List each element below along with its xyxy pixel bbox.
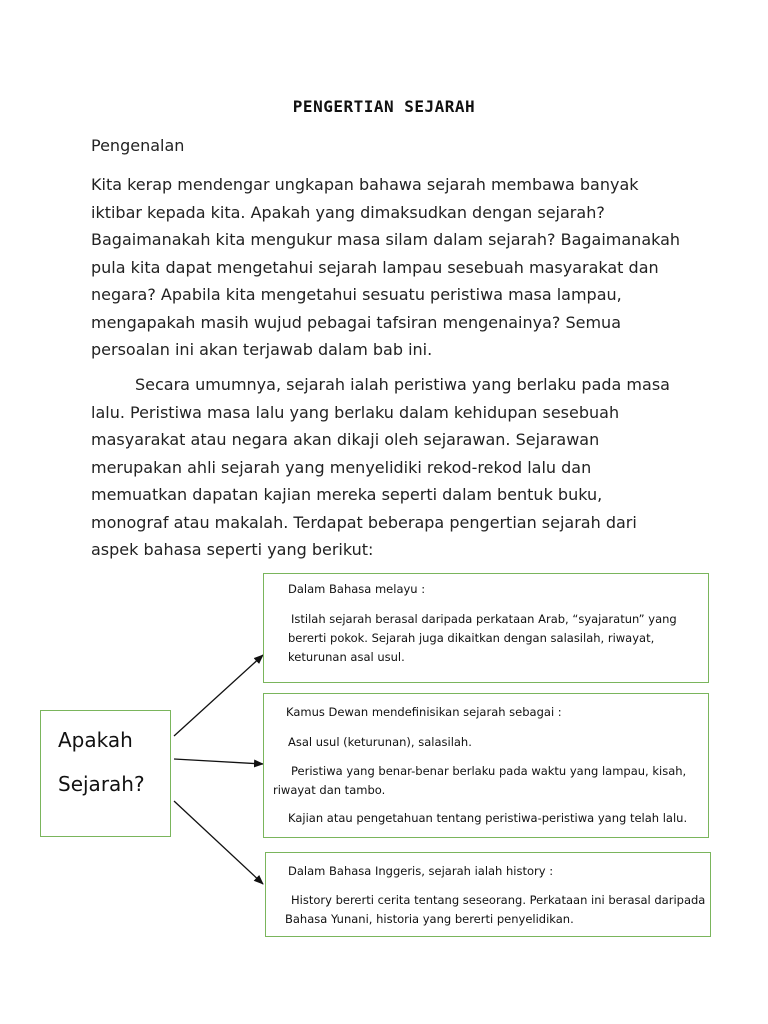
- box-line: riwayat dan tambo.: [273, 783, 386, 797]
- paragraph-line: lalu. Peristiwa masa lalu yang berlaku dalam kehidupan sesebuah: [91, 402, 620, 422]
- paragraph-line: monograf atau makalah. Terdapat beberapa pengertian sejarah dari: [91, 512, 637, 532]
- section-heading-pengenalan: Pengenalan: [91, 136, 185, 155]
- page-title: PENGERTIAN SEJARAH: [292, 97, 476, 116]
- box-line: Asal usul (keturunan), salasilah.: [288, 735, 472, 749]
- arrow-to-box3: [174, 801, 263, 884]
- box-line: Bahasa Yunani, historia yang bererti penyelidikan.: [285, 912, 574, 926]
- diagram-root-box: [40, 710, 171, 837]
- paragraph-line: masyarakat atau negara akan dikaji oleh sejarawan. Sejarawan: [91, 430, 600, 449]
- paragraph-line: Kita kerap mendengar ungkapan bahawa sejarah membawa banyak: [91, 175, 639, 194]
- paragraph-line: memuatkan dapatan kajian mereka seperti dalam bentuk buku,: [91, 485, 603, 504]
- paragraph-line: aspek bahasa seperti yang berikut:: [91, 540, 374, 559]
- box-line: Istilah sejarah berasal daripada perkataan Arab, “syajaratun” yang: [291, 612, 677, 626]
- arrow-to-box1: [174, 655, 263, 736]
- paragraph-definition: [91, 371, 711, 564]
- arrow-to-box2: [174, 759, 263, 764]
- definition-box-melayu: [263, 573, 709, 683]
- paragraph-line: Secara umumnya, sejarah ialah peristiwa yang berlaku pada masa: [135, 375, 670, 394]
- box-line: Peristiwa yang benar-benar berlaku pada waktu yang lampau, kisah,: [291, 764, 687, 778]
- box-heading: Kamus Dewan mendefinisikan sejarah sebagai :: [286, 705, 562, 719]
- paragraph-line: merupakan ahli sejarah yang menyelidiki rekod-rekod lalu dan: [91, 457, 592, 477]
- root-line: Sejarah?: [58, 772, 145, 796]
- paragraph-line: negara? Apabila kita mengetahui sesuatu peristiwa masa lampau,: [91, 285, 622, 304]
- paragraph-line: Bagaimanakah kita mengukur masa silam dalam sejarah? Bagaimanakah: [91, 230, 681, 249]
- box-line: History bererti cerita tentang seseorang. Perkataan ini berasal daripada: [291, 893, 706, 907]
- box-line: keturunan asal usul.: [288, 650, 405, 664]
- box-line: Kajian atau pengetahuan tentang peristiwa-peristiwa yang telah lalu.: [288, 811, 688, 825]
- paragraph-line: iktibar kepada kita. Apakah yang dimaksudkan dengan sejarah?: [91, 202, 605, 222]
- root-line: Apakah: [58, 728, 133, 752]
- box-line: bererti pokok. Sejarah juga dikaitkan dengan salasilah, riwayat,: [288, 631, 655, 645]
- paragraph-intro: [91, 171, 711, 364]
- paragraph-line: mengapakah masih wujud pebagai tafsiran mengenainya? Semua: [91, 312, 621, 332]
- paragraph-line: pula kita dapat mengetahui sejarah lampau sesebuah masyarakat dan: [91, 257, 659, 277]
- definition-box-kamus-dewan: [263, 693, 709, 838]
- box-heading: Dalam Bahasa Inggeris, sejarah ialah history :: [288, 864, 554, 878]
- definition-box-inggeris: [265, 852, 711, 937]
- box-heading: Dalam Bahasa melayu :: [288, 582, 426, 596]
- paragraph-line: persoalan ini akan terjawab dalam bab ini.: [91, 340, 433, 359]
